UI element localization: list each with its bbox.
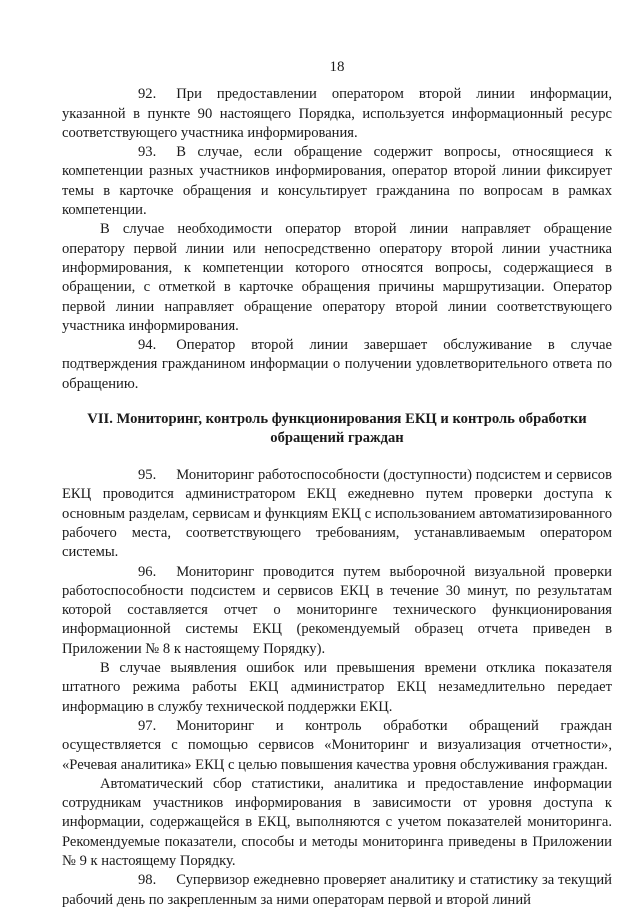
- paragraph-text: Оператор второй линии завершает обслуживание в случае подтверждения гражданином информации о получении удовлетворительного ответа по обращению.: [62, 337, 612, 392]
- paragraphs-after-section: [62, 466, 612, 910]
- paragraph-number: 97.: [138, 717, 157, 734]
- paragraph-text: В случае необходимости оператор второй линии направляет обращение оператору первой линии или непосредственно оператору второй линии участника информирования, к компетенции которого относятся вопросы, содержащиеся в обращении, с отметкой в карточке обращения причины маршрутизации. Оператор первой линии направляет обращение оператору второй линии соответствующего участника информирования.: [62, 221, 612, 334]
- paragraph-number: 92.: [138, 86, 157, 103]
- paragraph-number: 98.: [138, 872, 157, 889]
- paragraph-93-continued: [62, 220, 612, 336]
- paragraph-number: 94.: [138, 337, 157, 354]
- paragraph-text: В случае, если обращение содержит вопросы, относящиеся к компетенции разных участников информирования, оператор второй линии фиксирует темы в карточке обращения и консультирует гражданина по вопросам в рамках компетенции.: [62, 144, 612, 219]
- paragraph-text: Мониторинг проводится путем выборочной визуальной проверки работоспособности подсистем и сервисов ЕКЦ в течение 30 минут, по результатам которой составляется отчет о мониторинге технического функционирования информационной системы ЕКЦ (рекомендуемый образец отчета приведен в Приложении № 8 к настоящему Порядку).: [62, 563, 612, 657]
- section-heading-line-1: VII. Мониторинг, контроль функционирования ЕКЦ и контроль обработки: [87, 411, 587, 428]
- paragraph-number: 96.: [138, 563, 157, 580]
- section-heading: [62, 410, 612, 448]
- paragraph-text: Супервизор ежедневно проверяет аналитику и статистику за текущий рабочий день по закрепленным за ними операторам первой и второй линий: [62, 872, 612, 908]
- paragraphs-before-section: [62, 85, 612, 394]
- paragraph-text: Автоматический сбор статистики, аналитика и предоставление информации сотрудникам участников информирования в зависимости от уровня доступа к информации, содержащейся в ЕКЦ, выполняются с учетом показателей мониторинга. Рекомендуемые показатели, способы и методы мониторинга приведены в Приложении № 9 к настоящему Порядку.: [62, 775, 612, 869]
- paragraph-93: [62, 143, 612, 220]
- document-page: [62, 58, 612, 910]
- paragraph-98: [62, 871, 612, 910]
- paragraph-number: 95.: [138, 467, 157, 484]
- paragraph-96-continued: [62, 659, 612, 717]
- paragraph-text: Мониторинг работоспособности (доступности) подсистем и сервисов ЕКЦ проводится администратором ЕКЦ ежедневно путем проверки доступа к основным разделам, сервисам и функциям ЕКЦ с использованием автоматизированного рабочего места, соответствующего требованиям, устанавливаемым оператором системы.: [62, 467, 612, 561]
- paragraph-text: В случае выявления ошибок или превышения времени отклика показателя штатного режима работы ЕКЦ администратор ЕКЦ незамедлительно передает информацию в службу технической поддержки ЕКЦ.: [62, 660, 612, 715]
- paragraph-96: [62, 563, 612, 659]
- paragraph-94: [62, 336, 612, 394]
- paragraph-97-continued: [62, 775, 612, 871]
- paragraph-97: [62, 717, 612, 775]
- paragraph-92: [62, 85, 612, 143]
- paragraph-number: 93.: [138, 144, 157, 161]
- paragraph-text: При предоставлении оператором второй линии информации, указанной в пункте 90 настоящего Порядка, используется информационный ресурс соответствующего участника информирования.: [62, 86, 612, 141]
- section-heading-line-2: обращений граждан: [270, 430, 404, 447]
- page-number: 18: [329, 59, 345, 75]
- paragraph-95: [62, 466, 612, 562]
- paragraph-text: Мониторинг и контроль обработки обращений граждан осуществляется с помощью сервисов «Мониторинг и визуализация отчетности», «Речевая аналитика» ЕКЦ с целью повышения качества уровня обслуживания граждан.: [62, 717, 612, 773]
